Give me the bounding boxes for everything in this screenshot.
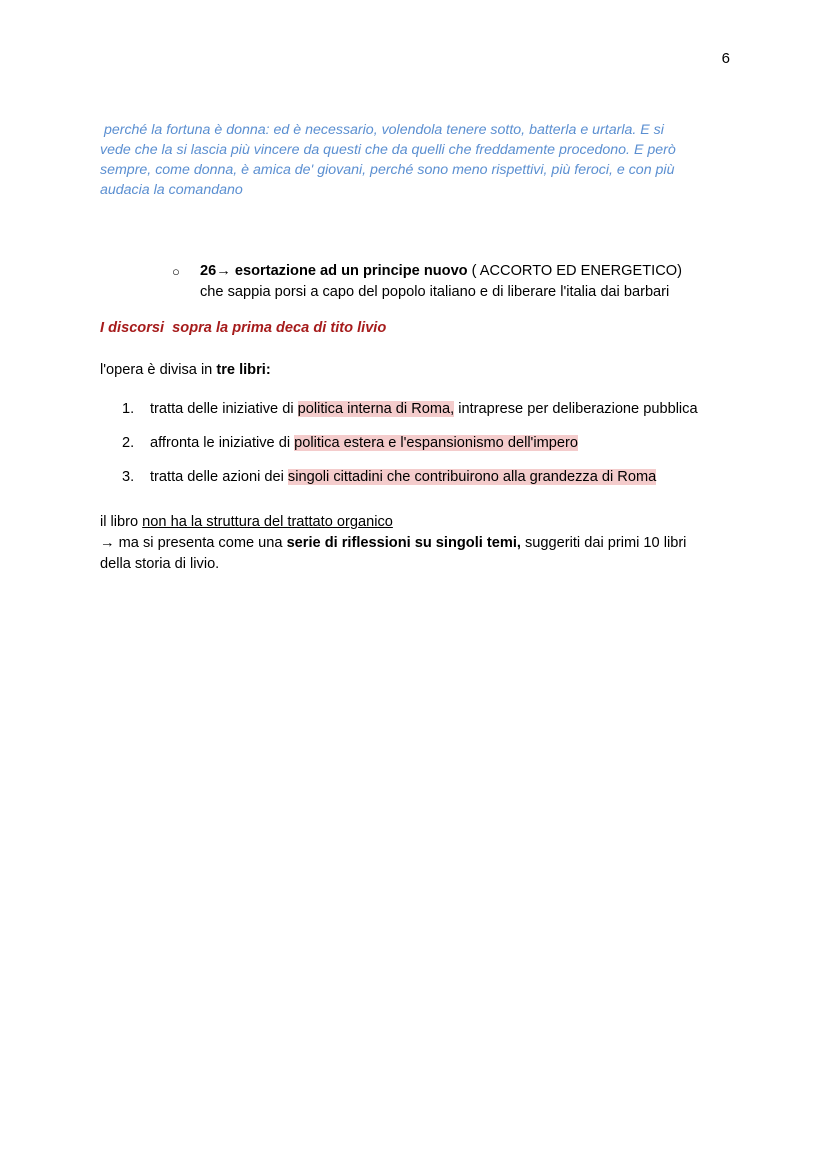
list-text-before: tratta delle iniziative di: [150, 401, 298, 417]
list-item: [122, 401, 742, 435]
closing-bold: serie di riflessioni su singoli temi,: [286, 535, 521, 551]
bullet-bold-text: esortazione ad un principe nuovo: [230, 263, 468, 279]
quote-line: sempre, come donna, è amica de' giovani, perché sono meno rispettivi, più feroci, e con più: [100, 162, 675, 178]
closing-line-2: [100, 533, 740, 554]
intro-bold: tre libri:: [216, 362, 271, 378]
quote-line: vede che la si lascia più vincere da questi che da quelli che freddamente procedono. E però: [100, 142, 676, 158]
list-text: [150, 469, 656, 485]
bullet-line-2: che sappia porsi a capo del popolo italiano e di liberare l'italia dai barbari: [200, 284, 670, 300]
highlighted-text: singoli cittadini che contribuirono alla grandezza di Roma: [287, 469, 657, 485]
list-number: 1.: [122, 401, 135, 417]
closing-suffix: suggeriti dai primi 10 libri: [520, 535, 687, 551]
closing-line-3: della storia di livio.: [100, 556, 220, 572]
quote-line: audacia la comandano: [100, 182, 243, 198]
list-item: [122, 469, 742, 503]
list-text-after: intraprese per deliberazione pubblica: [454, 401, 698, 417]
highlighted-text: politica interna di Roma,: [297, 401, 455, 417]
list-text-before: tratta delle azioni dei: [150, 469, 288, 485]
list-text: [150, 435, 578, 451]
list-number: 2.: [122, 435, 135, 451]
bullet-line: [172, 261, 732, 282]
bullet-rest: ( ACCORTO ED ENERGETICO): [467, 263, 682, 279]
closing-line-1: [100, 512, 740, 533]
chapter-26-bullet: [172, 261, 732, 303]
closing-arrow-text: → ma si presenta come una: [100, 535, 287, 551]
closing-prefix: il libro: [100, 514, 143, 530]
hollow-bullet-icon: ○: [172, 264, 180, 279]
list-number: 3.: [122, 469, 135, 485]
books-list: [122, 401, 742, 503]
highlighted-text: politica estera e l'espansionismo dell'impero: [294, 435, 578, 451]
machiavelli-quote: [100, 120, 730, 200]
intro-line: [100, 362, 271, 378]
page-number: 6: [721, 50, 730, 67]
chapter-number: 26→: [200, 263, 231, 279]
list-text-before: affronta le iniziative di: [150, 435, 295, 451]
list-item: [122, 435, 742, 469]
list-text: [150, 401, 698, 417]
underlined-text: non ha la struttura del trattato organico: [142, 514, 393, 530]
quote-line: perché la fortuna è donna: ed è necessario, volendola tenere sotto, batterla e urtarla. E si: [100, 122, 664, 138]
intro-text: l'opera è divisa in: [100, 362, 217, 378]
section-heading: I discorsi sopra la prima deca di tito livio: [100, 320, 387, 336]
bullet-text: [200, 261, 682, 282]
closing-paragraph: [100, 512, 740, 575]
